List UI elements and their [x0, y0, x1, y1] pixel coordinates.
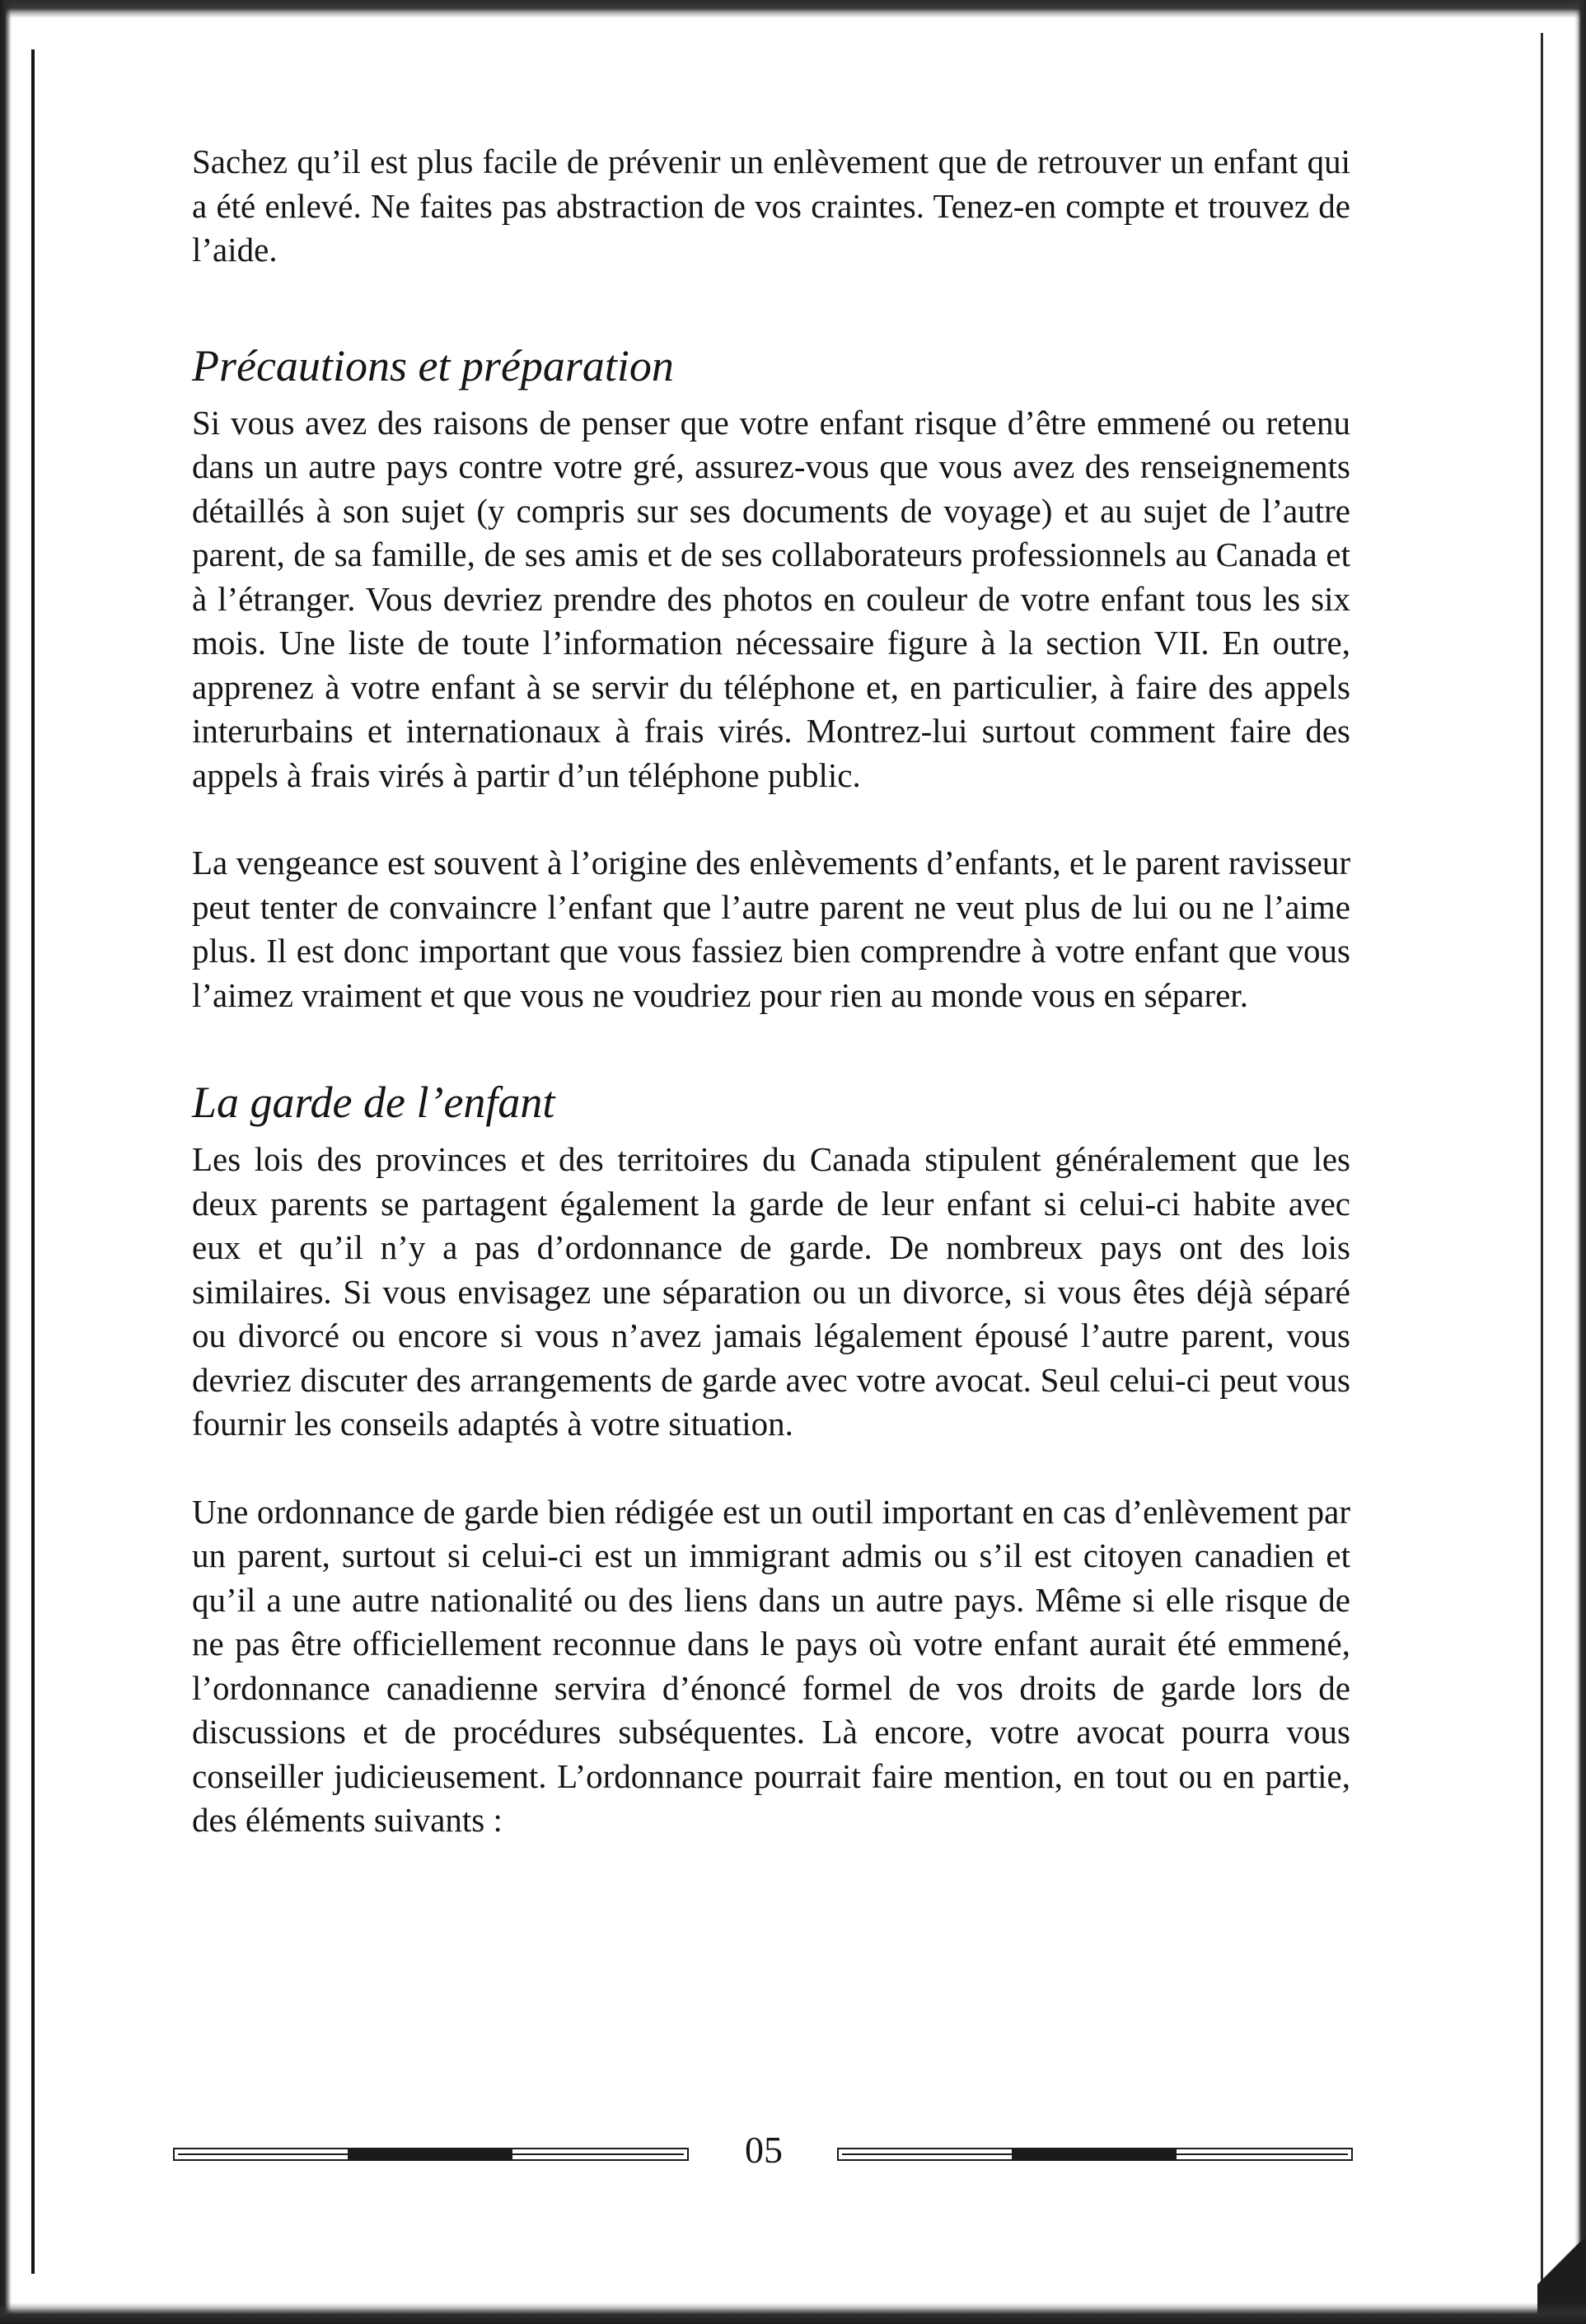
scan-left-rule: [31, 49, 35, 2274]
intro-paragraph: Sachez qu’il est plus facile de prévenir un enlèvement que de retrouver un enfant qui a été enlevé. Ne faites pas abstraction de vos craintes. Tenez-en compte et trouvez de l’aide.: [192, 143, 1350, 269]
scan-bottom-edge: [0, 2303, 1586, 2324]
scan-top-edge: [0, 0, 1586, 18]
page-number: 05: [745, 2129, 783, 2171]
scan-right-edge: [1553, 0, 1586, 2324]
footer-rule-right: [837, 2148, 1353, 2161]
garde-paragraph-1: Les lois des provinces et des territoires du Canada stipulent généralement que les deux parents se partagent également la garde de leur enfant si celui-ci habite avec eux et qu’il n’y a pas d’ordonnance de garde. De nombreux pays ont des lois similaires. Si vous envisagez une séparation ou un divorce, si vous êtes déjà séparé ou divorcé ou encore si vous n’avez jamais légalement épousé l’autre parent, vous devriez discuter des arrangements de garde avec votre avocat. Seul celui-ci peut vous fournir les conseils adaptés à votre situation.: [192, 1140, 1350, 1443]
precautions-paragraph-2: La vengeance est souvent à l’origine des enlèvements d’enfants, et le parent ravisseur peut tenter de convaincre l’enfant que l’autre parent ne veut plus de lui ou ne l’aime plus. Il est donc important que vous fassiez bien comprendre à votre enfant que vous l’aimez vraiment et que vous ne voudriez pour rien au monde vous en séparer.: [192, 844, 1350, 1014]
garde-paragraph-2: Une ordonnance de garde bien rédigée est un outil important en cas d’enlèvement par un parent, surtout si celui-ci est un immigrant admis ou s’il est citoyen canadien et qu’il a une autre nationalité ou des liens dans un autre pays. Même si elle risque de ne pas être officiellement reconnue dans le pays où votre enfant aurait été emmené, l’ordonnance canadienne servira d’énoncé formel de vos droits de garde lors de discussions et de procédures subséquentes. Là encore, votre avocat pourra vous conseiller judicieusement. L’ordonnance pourrait faire mention, en tout ou en partie, des éléments suivants :: [192, 1492, 1350, 1839]
page-body: [192, 140, 1350, 1843]
footer-rule-right-bar: [1012, 2149, 1177, 2159]
heading-precautions: Précautions et préparation: [192, 340, 674, 390]
scan-left-edge: [0, 0, 12, 2324]
precautions-paragraph-1: Si vous avez des raisons de penser que votre enfant risque d’être emmené ou retenu dans un autre pays contre votre gré, assurez-vous que vous avez des renseignements détaillés à son sujet (y compris sur ses documents de voyage) et au sujet de l’autre parent, de sa famille, de ses amis et de ses collaborateurs professionnels au Canada et à l’étranger. Vous devriez prendre des photos en couleur de votre enfant tous les six mois. Une liste de toute l’information nécessaire figure à la section VII. En outre, apprenez à votre enfant à se servir du téléphone et, en particulier, à faire des appels interurbains et internationaux à frais virés. Montrez-lui surtout comment faire des appels à frais virés à partir d’un téléphone public.: [192, 403, 1350, 794]
footer-rule-left: [173, 2148, 689, 2161]
footer-rule-left-bar: [348, 2149, 512, 2159]
scan-right-rule: [1541, 33, 1543, 2307]
heading-garde: La garde de l’enfant: [192, 1078, 555, 1127]
page-footer: [173, 2129, 1347, 2171]
